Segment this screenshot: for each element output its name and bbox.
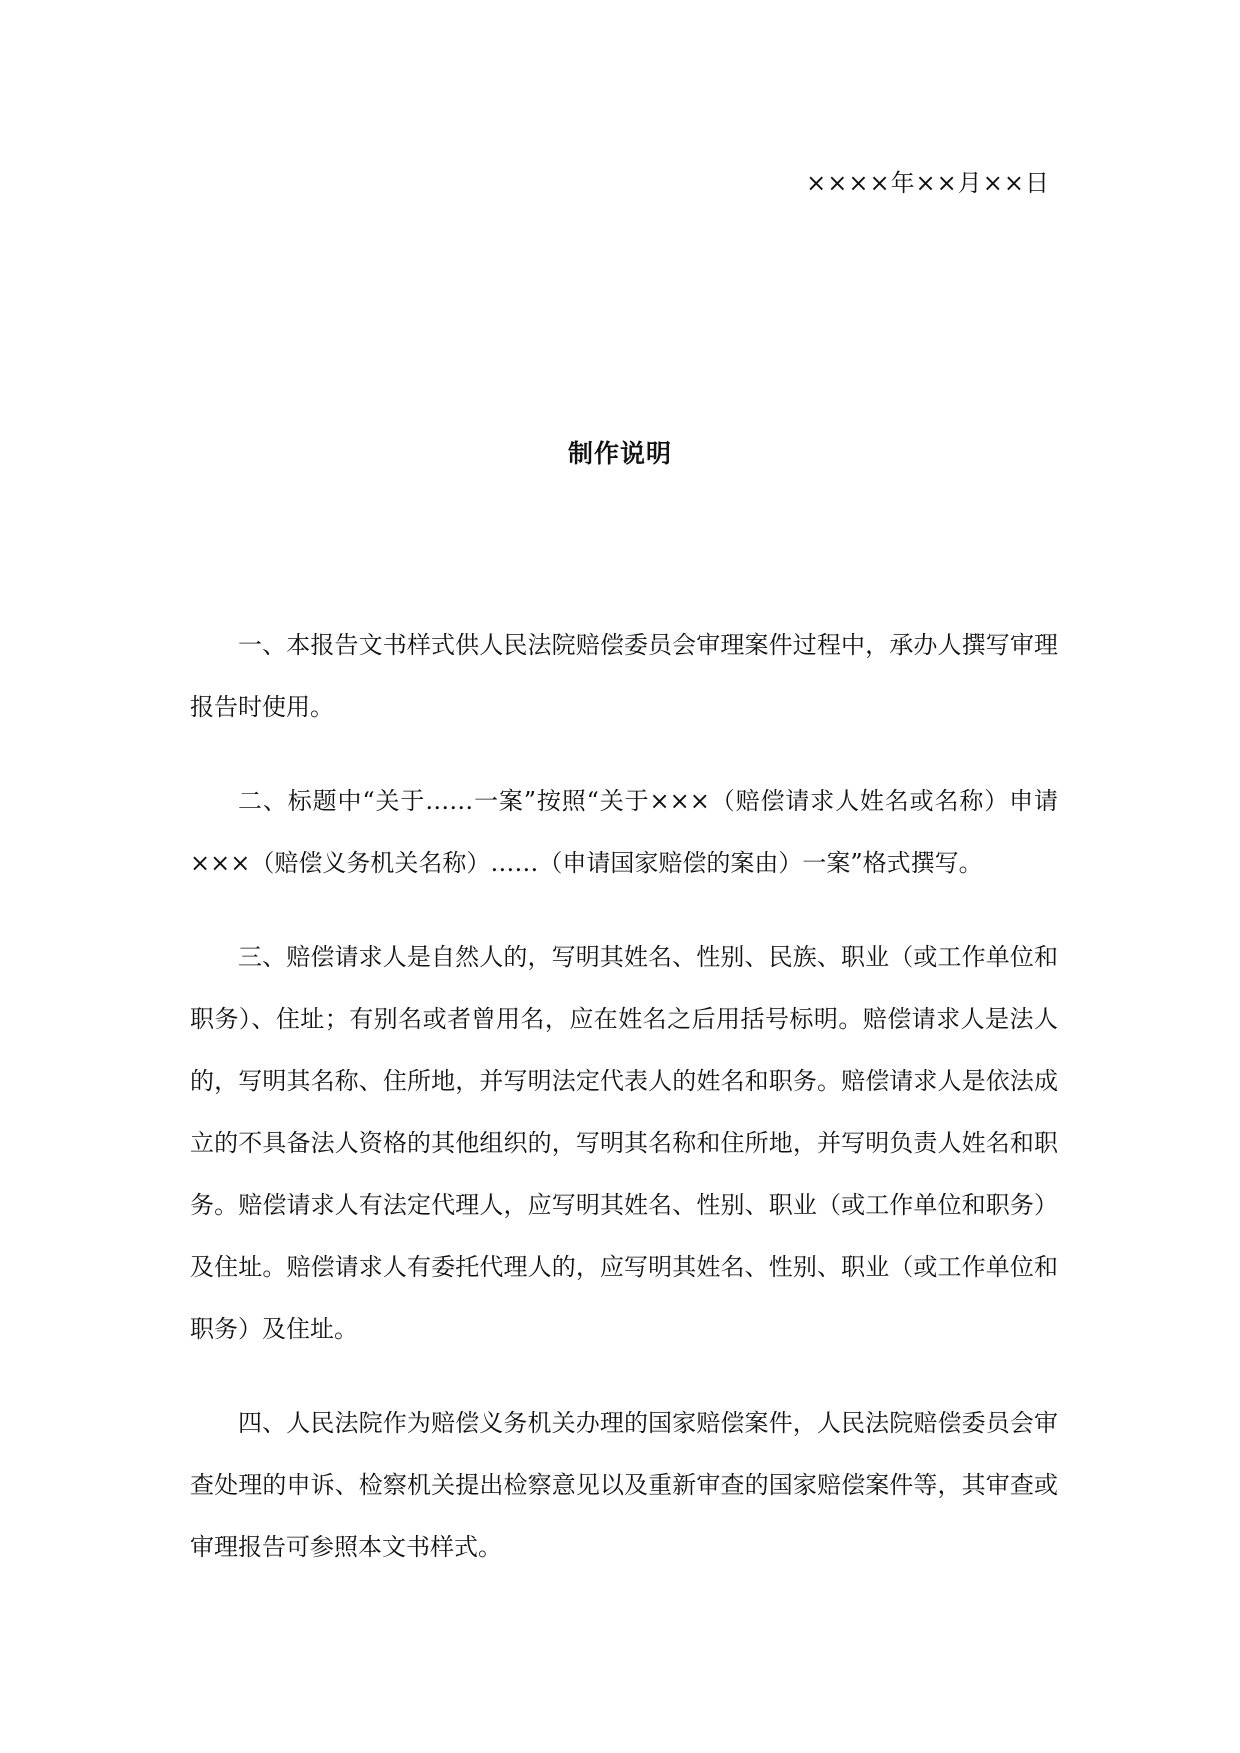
paragraph-1: 一、本报告文书样式供人民法院赔偿委员会审理案件过程中，承办人撰写审理报告时使用。 [190,631,1058,721]
paragraph-2: 二、标题中“关于……一案”按照“关于×××（赔偿请求人姓名或名称）申请×××（赔偿义务机关名称）……（申请国家赔偿的案由）一案”格式撰写。 [190,787,1058,877]
paragraph-4: 四、人民法院作为赔偿义务机关办理的国家赔偿案件，人民法院赔偿委员会审查处理的申诉、检察机关提出检察意见以及重新审查的国家赔偿案件等，其审查或审理报告可参照本文书样式。 [190,1409,1058,1561]
date-line: ××××年××月××日 [806,169,1050,197]
paragraph-3: 三、赔偿请求人是自然人的，写明其姓名、性别、民族、职业（或工作单位和职务）、住址；有别名或者曾用名，应在姓名之后用括号标明。赔偿请求人是法人的，写明其名称、住所地，并写明法定代表人的姓名和职务。赔偿请求人是依法成立的不具备法人资格的其他组织的，写明其名称和住所地，并写明负责人姓名和职务。赔偿请求人有法定代理人，应写明其姓名、性别、职业（或工作单位和职务）及住址。赔偿请求人有委托代理人的，应写明其姓名、性别、职业（或工作单位和职务）及住址。 [190,943,1058,1343]
instructions-body [190,614,1058,1610]
document-title: 制作说明 [567,439,672,468]
